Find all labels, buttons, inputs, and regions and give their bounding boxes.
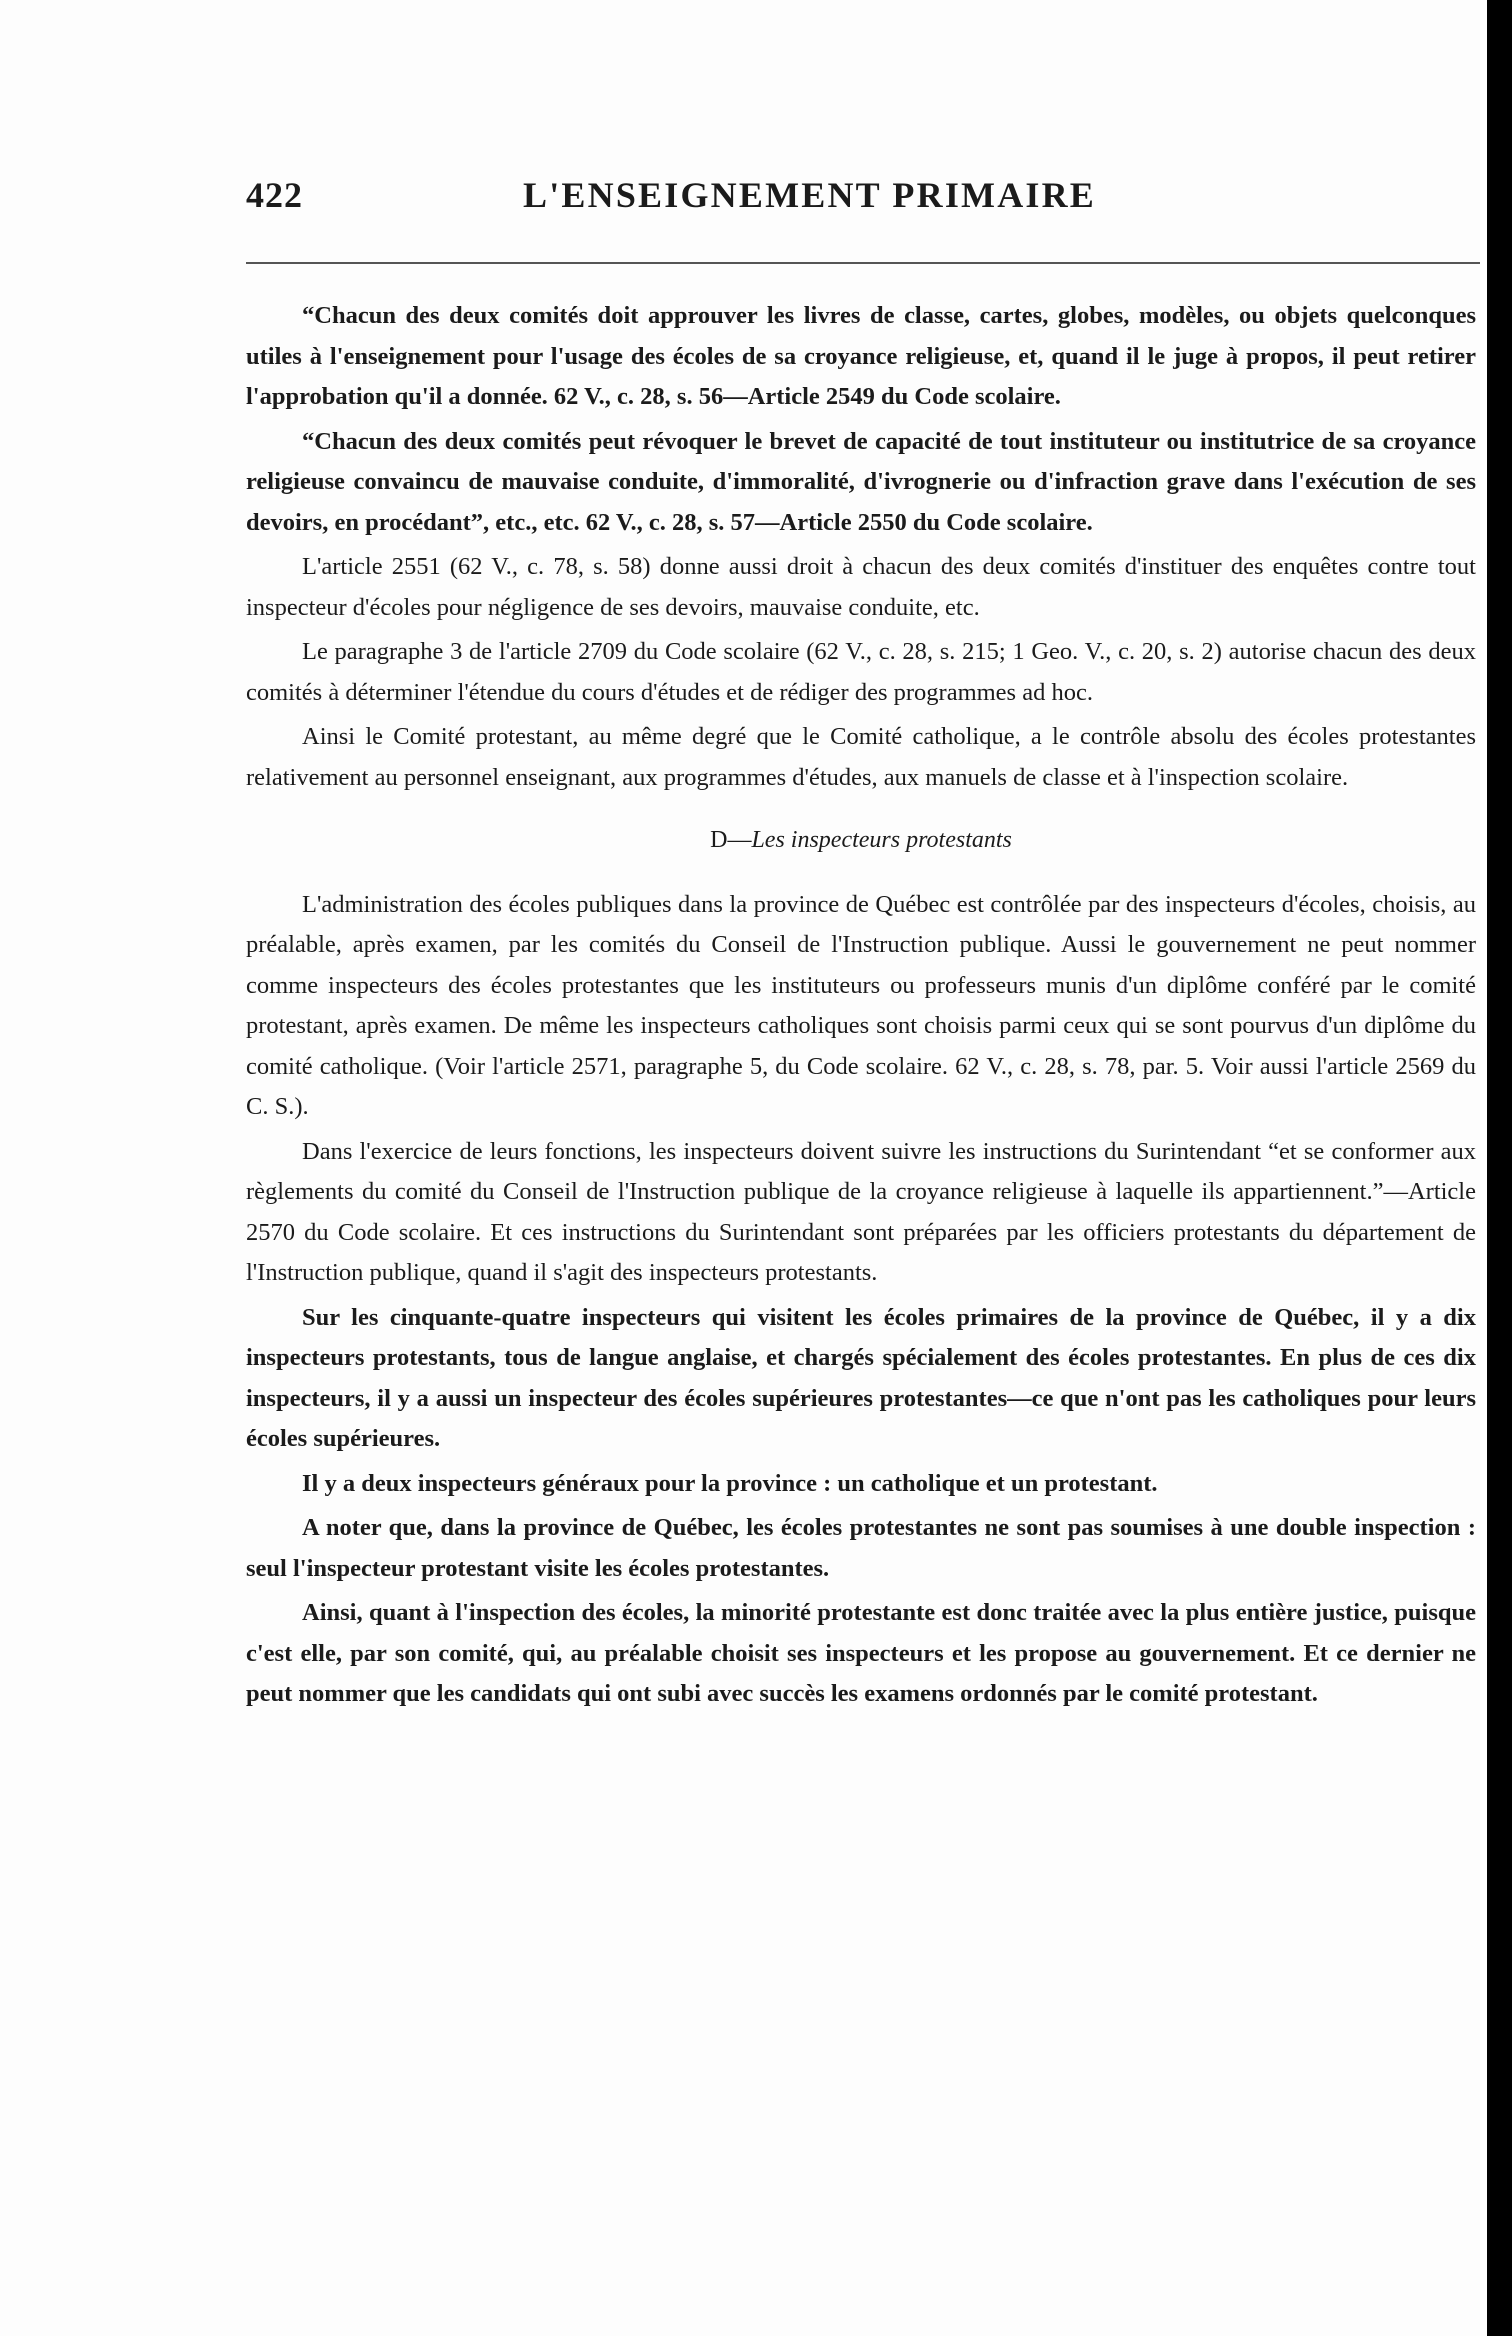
paragraph: Dans l'exercice de leurs fonctions, les inspecteurs doivent suivre les instructions du Surintendant “et se conformer aux règlements du comité du Conseil de l'Instruction publique de la croyance religieuse à laquelle ils appartiennent.”—Article 2570 du Code scolaire. Et ces instructions du Surintendant sont préparées par les officiers protestants du département de l'Instruction publique, quand il s'agit des inspecteurs protestants. xyxy=(246,1137,1476,1286)
paragraph: L'article 2551 (62 V., c. 78, s. 58) donne aussi droit à chacun des deux comités d'instituer des enquêtes contre tout inspecteur d'écoles pour négligence de ses devoirs, mauvaise conduite, etc. xyxy=(246,553,1476,621)
paragraph: Le paragraphe 3 de l'article 2709 du Code scolaire (62 V., c. 28, s. 215; 1 Geo. V., c. 20, s. 2) autorise chacun des deux comités à déterminer l'étendue du cours d'études et de rédiger des programmes ad hoc. xyxy=(246,638,1476,706)
page-header xyxy=(246,168,1476,228)
paragraph: Ainsi, quant à l'inspection des écoles, la minorité protestante est donc traitée avec la plus entière justice, puisque c'est elle, par son comité, qui, au préalable choisit ses inspecteurs et les propose au gouvernement. Et ce dernier ne peut nommer que les candidats qui ont subi avec succès les examens ordonnés par le comité protestant. xyxy=(246,1599,1476,1707)
paragraph: “Chacun des deux comités peut révoquer le brevet de capacité de tout instituteur ou institutrice de sa croyance religieuse convaincu de mauvaise conduite, d'immoralité, d'ivrognerie ou d'infraction grave dans l'exécution de ses devoirs, en procédant”, etc., etc. 62 V., c. 28, s. 57—Article 2550 du Code scolaire. xyxy=(246,427,1476,536)
paragraph: “Chacun des deux comités doit approuver les livres de classe, cartes, globes, modèles, ou objets quelconques utiles à l'enseignement pour l'usage des écoles de sa croyance religieuse, et, quand il le juge à propos, il peut retirer l'approbation qu'il a donnée. 62 V., c. 28, s. 56—Article 2549 du Code scolaire. xyxy=(246,302,1476,410)
section-heading xyxy=(246,820,1476,861)
running-title: L'ENSEIGNEMENT PRIMAIRE xyxy=(523,175,1097,215)
header-rule xyxy=(246,262,1480,264)
paragraph: A noter que, dans la province de Québec, les écoles protestantes ne sont pas soumises à une double inspection : seul l'inspecteur protestant visite les écoles protestantes. xyxy=(246,1514,1476,1582)
section-letter: D— xyxy=(710,827,752,853)
paragraph: L'administration des écoles publiques dans la province de Québec est contrôlée par des inspecteurs d'écoles, choisis, au préalable, après examen, par les comités du Conseil de l'Instruction publique. Aussi le gouvernement ne peut nommer comme inspecteurs des écoles protestantes que les instituteurs ou professeurs munis d'un diplôme conféré par le comité protestant, après examen. De même les inspecteurs catholiques sont choisis parmi ceux qui se sont pourvus d'un diplôme du comité catholique. (Voir l'article 2571, paragraphe 5, du Code scolaire. 62 V., c. 28, s. 78, par. 5. Voir aussi l'article 2569 du C. S.). xyxy=(246,890,1476,1120)
paragraph: Il y a deux inspecteurs généraux pour la province : un catholique et un protestant. xyxy=(302,1469,1158,1497)
paragraph: Ainsi le Comité protestant, au même degré que le Comité catholique, a le contrôle absolu des écoles protestantes relativement au personnel enseignant, aux programmes d'études, aux manuels de classe et à l'inspection scolaire. xyxy=(246,723,1476,791)
paragraph: Sur les cinquante-quatre inspecteurs qui visitent les écoles primaires de la province de Québec, il y a dix inspecteurs protestants, tous de langue anglaise, et chargés spécialement des écoles protestantes. En plus de ces dix inspecteurs, il y a aussi un inspecteur des écoles supérieures protestantes—ce que n'ont pas les catholiques pour leurs écoles supérieures. xyxy=(246,1303,1476,1452)
scan-border xyxy=(1487,0,1512,2336)
section-title: Les inspecteurs protestants xyxy=(751,827,1012,853)
body-text xyxy=(246,296,1476,1719)
page-number: 422 xyxy=(246,175,303,215)
